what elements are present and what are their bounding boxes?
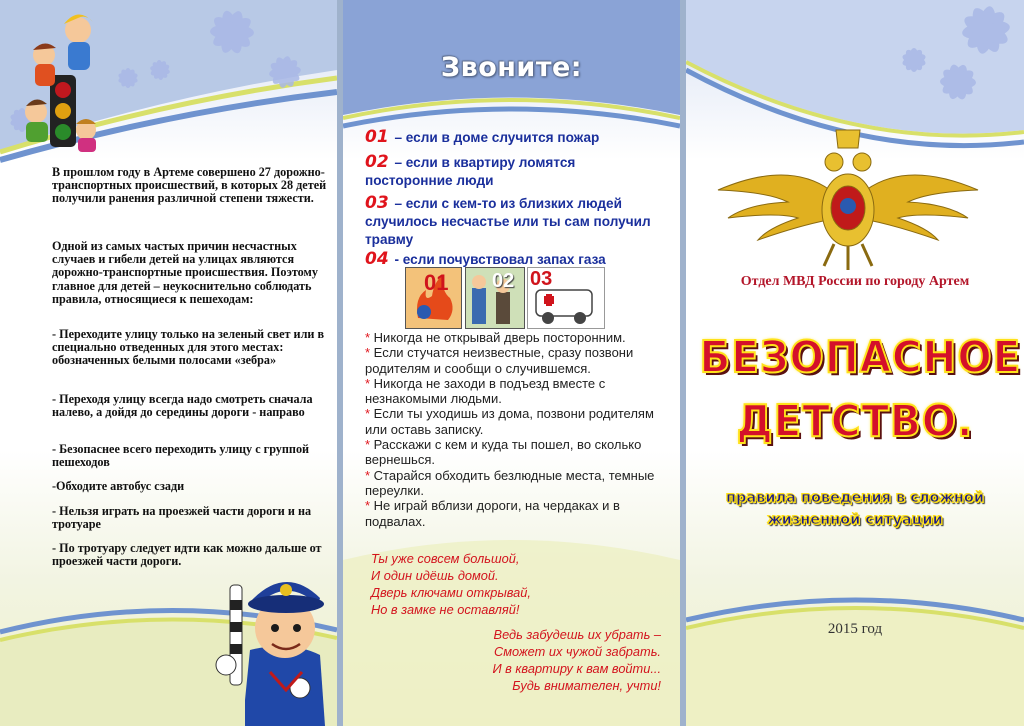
safety-rule: * Если ты уходишь из дома, позвони родителям или оставь записку. <box>365 406 654 437</box>
subtitle-line-2: жизненной ситуации <box>767 512 943 528</box>
call-text: – если в доме случится пожар <box>394 130 600 145</box>
department-name: Отдел МВД России по городу Артем <box>740 274 970 289</box>
call-number: 02 <box>365 152 389 172</box>
poem-stanza-2: Ведь забудешь их убрать – Сможет их чужой забрать. И в квартиру к вам войти... Будь внимателен, учти! <box>492 627 661 693</box>
pedestrian-rule-4: -Обходите автобус сзади <box>52 479 185 493</box>
call-item-02 <box>365 153 665 190</box>
safety-rule: * Никогда не заходи в подъезд вместе с незнакомыми людьми. <box>365 375 606 407</box>
pedestrian-rule-6: - По тротуару следует идти как можно дальше от проезжей части дороги. <box>52 541 322 569</box>
ambulance-picture <box>527 267 605 329</box>
fire-picture <box>405 267 462 329</box>
right-panel <box>686 0 1024 726</box>
year-label: 2015 год <box>827 621 883 637</box>
safety-rule: * Старайся обходить безлюдные места, темные переулки. <box>365 467 655 498</box>
call-item-01 <box>365 128 665 147</box>
statistics-paragraph: В прошлом году в Артеме совершено 27 дорожно-транспортных происшествий, в которых 28 детей получили ранения различной степени тяжести. <box>52 165 327 206</box>
safety-rule: * Расскажи с кем и куда ты пошел, во сколько вернешься. <box>365 437 642 468</box>
picture-number: 02 <box>492 270 515 292</box>
picture-number: 01 <box>424 270 449 295</box>
picture-number: 03 <box>530 268 553 290</box>
safety-rule: * Если стучатся неизвестные, сразу позвони родителям и сообщи о случившемся. <box>365 345 634 376</box>
left-panel <box>0 0 337 726</box>
call-text: – если в квартиру ломятся посторонние люди <box>365 155 576 188</box>
call-number: 01 <box>365 127 389 147</box>
call-item-03 <box>365 194 665 249</box>
pedestrian-rule-1: - Переходите улицу только на зеленый свет или в специально отведенных для этого местах: обозначенных белыми полосами «зебра» <box>52 327 325 368</box>
main-title-line-2: ДЕТСТВО. <box>736 396 974 447</box>
accident-statistics-text <box>52 166 330 206</box>
intro-text <box>52 240 330 306</box>
call-number: 04 <box>365 249 389 269</box>
poem-stanza-1: Ты уже совсем большой, И один идёшь домой. Дверь ключами открывай, Но в замке не оставляй! <box>371 551 531 617</box>
call-title: Звоните: <box>440 52 583 83</box>
pedestrian-rule-3: - Безопаснее всего переходить улицу с группой пешеходов <box>52 442 310 470</box>
mvd-eagle-emblem <box>718 130 978 270</box>
safety-rules-list <box>365 330 665 529</box>
right-bottom-arcs <box>686 586 1024 726</box>
pedestrian-rule-2: - Переходя улицу всегда надо смотреть сначала налево, а дойдя до середины дороги - направо <box>52 392 313 420</box>
safety-rule: * Не играй вблизи дороги, на чердаках и в подвалах. <box>365 498 620 529</box>
intro-paragraph: Одной из самых частых причин несчастных случаев и гибели детей на улицах являются дорожно-транспортные происшествия. Поэтому главное для детей – неукоснительно соблюдать правила, относящиеся к пешеходам: <box>52 239 318 306</box>
main-title-line-1: БЕЗОПАСНОЕ <box>699 332 1022 383</box>
call-number: 03 <box>365 193 389 213</box>
call-text: - если почувствовал запах газа <box>394 252 606 267</box>
emergency-pictures <box>405 267 665 329</box>
call-text: – если с кем-то из близких людей случилось несчастье или ты сам получил травму <box>365 196 651 247</box>
middle-panel <box>343 0 680 726</box>
police-picture <box>465 267 525 329</box>
pedestrian-rule-5: - Нельзя играть на проезжей части дороги и на тротуаре <box>52 504 312 532</box>
safety-rule: * Никогда не открывай дверь посторонним. <box>365 330 626 345</box>
subtitle-line-1: правила поведения в сложной <box>725 490 984 506</box>
